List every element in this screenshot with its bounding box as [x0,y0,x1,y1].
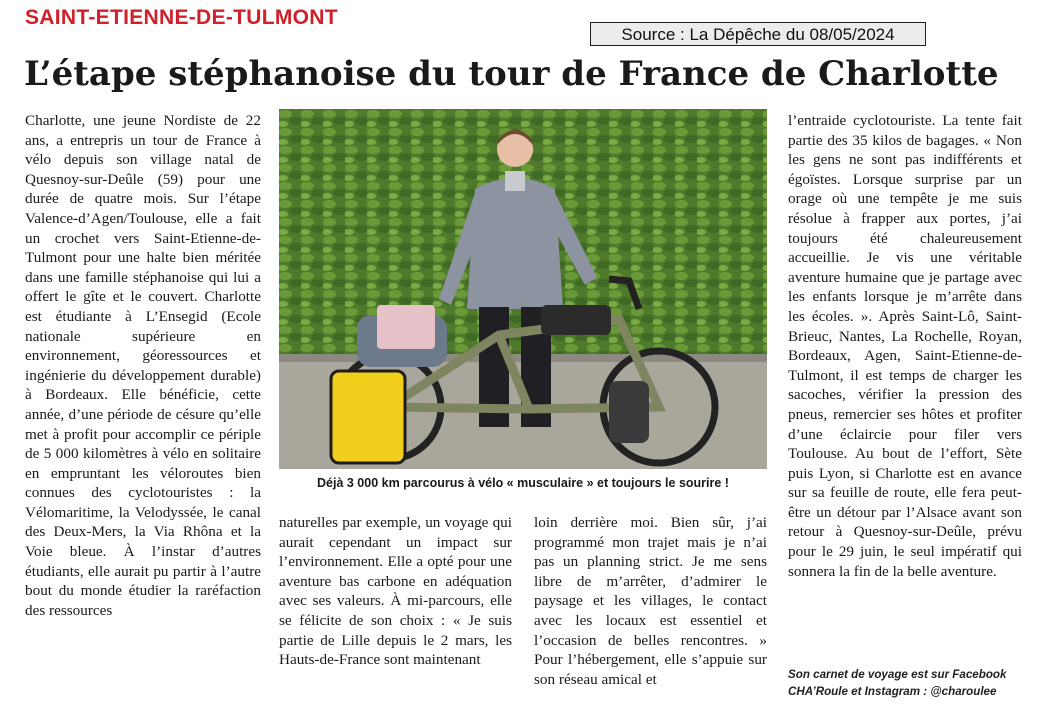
article-column-2: naturelles par exemple, un voyage qui aurait cependant un impact sur l’environnement. Elle a opté pour une aventure bas carbone en adéquation avec ses valeurs. À mi-parcours, elle se félicite de son choix : « Je suis partie de Lille depuis le 2 mars, les Hauts-de-France sont maintenant [279,514,512,669]
footnote-line-2: CHA’Roule et Instagram : @charoulee [788,685,997,698]
article-column-3: loin derrière moi. Bien sûr, j’ai programmé mon trajet mais je n’ai pas un planning strict. Je me sens libre de m’arrêter, d’admirer le paysage et les villages, le contact avec les locaux est essentiel et l’occasion de belles rencontres. » Pour l’hébergement, elle s’appuie sur son réseau amical et [534,514,767,688]
yellow-pannier [331,371,405,463]
source-box: Source : La Dépêche du 08/05/2024 [590,22,926,46]
headline: L’étape stéphanoise du tour de France de Charlotte [24,54,999,94]
footnote-line-1: Son carnet de voyage est sur Facebook [788,668,1007,681]
article-photo [279,109,767,469]
section-kicker: SAINT-ETIENNE-DE-TULMONT [25,6,338,29]
front-bag [609,381,649,443]
article-column-4: l’entraide cyclotouriste. La tente fait partie des 35 kilos de bagages. « Non les gens ne sont pas indifférents et égoïstes. Lorsque surprise par un orage où une tempête je me suis résolue à frapper aux portes, j’ai toujours été chaleureusement accueillie. Je vis une véritable aventure humaine que je partage avec les enfants lorsque je m’arrête dans les écoles. ». Après Saint-Lô, Saint-Brieuc, Nantes, La Rochelle, Royan, Bordeaux, Agen, Saint-Etienne-de-Tulmont, il est temps de charger les sacoches, vérifier la pression des pneus, remercier ses hôtes et profiter d’une éclaircie pour filer vers Toulouse. Au bout de l’effort, Sète puis Lyon, si Charlotte est en avance sur sa feuille de route, elle fera peut-être un détour par l’Alsace avant son retour à Quesnoy-sur-Deûle, prévu pour le 29 juin, le seul impératif qui sonnera la fin de la belle aventure. [788,112,1022,580]
pink-pouch [377,305,435,349]
photo-caption: Déjà 3 000 km parcourus à vélo « musculaire » et toujours le sourire ! [317,476,729,490]
social-footnote [788,666,1022,700]
photo-illustration [279,109,767,469]
article-column-1: Charlotte, une jeune Nordiste de 22 ans, a entrepris un tour de France à vélo depuis son village natal de Quesnoy-sur-Deûle (59) pour une durée de quatre mois. Sur l’étape Valence-d’Agen/Toulouse, elle a fait un crochet vers Saint-Etienne-de-Tulmont pour une halte bien méritée dans une famille stéphanoise qui lui a offert le gîte et le couvert. Charlotte est étudiante à L’Ensegid (Ecole nationale supérieure en environnement, géoressources et ingénierie du développement durable) à Bordeaux. Elle bénéficie, cette année, d’une période de césure qu’elle met à profit pour accomplir ce périple de 5 000 kilomètres à vélo en solitaire en empruntant les véloroutes bien connues des cyclotouristes : la Vélomaritime, la Velodyssée, le canal des Deux-Mers, la Via Rhôna et la Voie bleue. À l’instar d’autres étudiants, elle aurait pu partir à l’autre bout du monde étudier la raréfaction des ressources [25,112,261,619]
